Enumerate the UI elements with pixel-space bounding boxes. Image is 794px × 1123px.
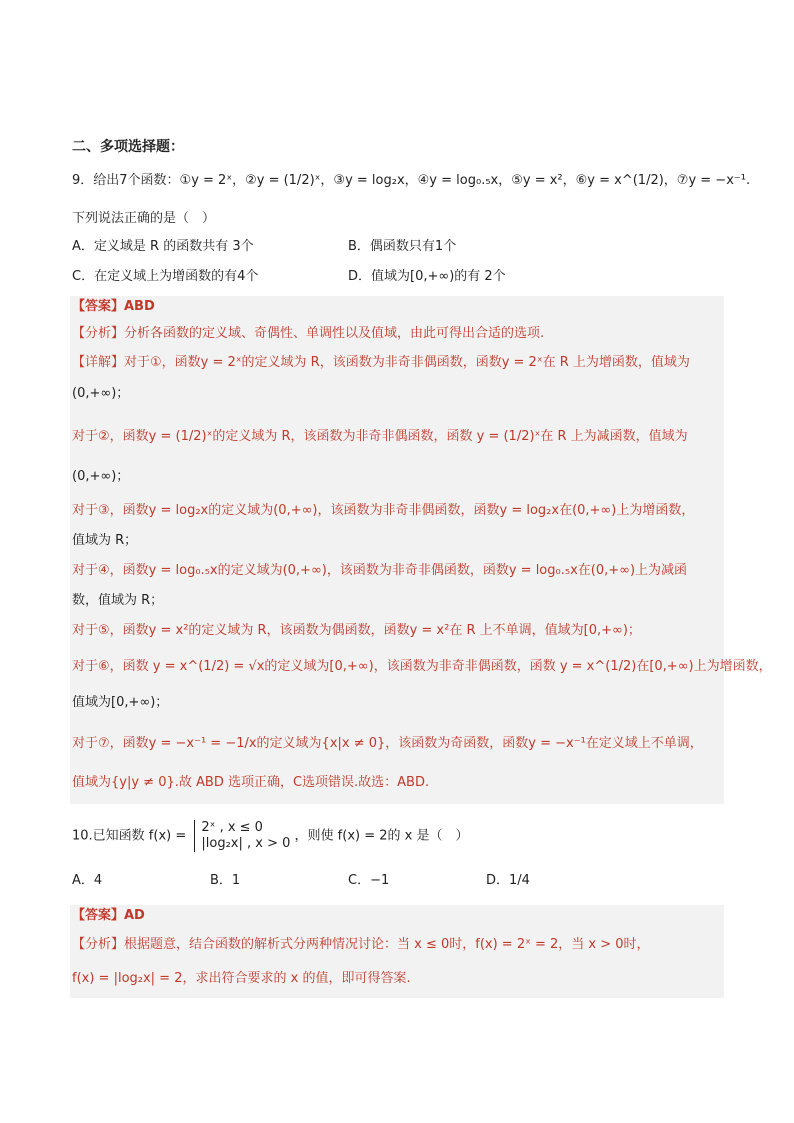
q9-detail-line-9: 对于⑤，函数y = x²的定义域为 R，该函数为偶函数，函数y = x²在 R 上不单调，值域为[0,+∞)； [72, 623, 641, 638]
q9-detail-line-3: 对于②，函数y = (1/2)ˣ的定义域为 R，该函数为非奇非偶函数，函数 y = (1/2)ˣ在 R 上为减函数，值域为 [72, 429, 688, 444]
q10-piece-2: |log₂x| , x > 0 [201, 836, 291, 851]
q9-option-d[interactable]: D．值域为[0,+∞)的有 2个 [348, 269, 506, 284]
q9-stem: 9．给出7个函数：①y = 2ˣ，②y = (1/2)ˣ，③y = log₂x，④y = log₀.₅x，⑤y = x²，⑥y = x^(1/2)，⑦y = −x⁻¹. [72, 173, 751, 188]
q10-piece-1: 2ˣ , x ≤ 0 [201, 820, 263, 835]
q10-option-d[interactable]: D．1/4 [486, 873, 530, 888]
q9-detail-line-2: (0,+∞)； [72, 386, 130, 401]
q9-detail-line-1: 【详解】对于①，函数y = 2ˣ的定义域为 R，该函数为非奇非偶函数，函数y = 2ˣ在 R 上为增函数，值域为 [72, 355, 690, 370]
q10-option-c[interactable]: C．−1 [348, 873, 390, 888]
q9-detail-line-7: 对于④，函数y = log₀.₅x的定义域为(0,+∞)，该函数为非奇非偶函数，函数y = log₀.₅x在(0,+∞)上为减函 [72, 563, 688, 578]
q9-detail-line-4: (0,+∞)； [72, 469, 130, 484]
q10-option-b[interactable]: B．1 [210, 873, 241, 888]
q10-stem [72, 820, 468, 852]
q10-option-a[interactable]: A．4 [72, 873, 103, 888]
q10-piecewise [194, 820, 290, 852]
q9-answer-block [70, 296, 724, 804]
q9-answer: 【答案】ABD [72, 299, 155, 314]
q9-detail-line-10: 对于⑥，函数 y = x^(1/2) = √x的定义域为[0,+∞)，该函数为非奇非偶函数，函数 y = x^(1/2)在[0,+∞)上为增函数， [72, 659, 772, 674]
q9-ask: 下列说法正确的是（ ） [72, 211, 216, 226]
q10-stem-prefix: 10.已知函数 f(x) = [72, 828, 187, 844]
q9-option-b[interactable]: B．偶函数只有1个 [348, 239, 457, 254]
section-title: 二、多项选择题： [72, 139, 184, 155]
q9-option-c[interactable]: C．在定义域上为增函数的有4个 [72, 269, 259, 284]
q10-analysis-line-2: f(x) = |log₂x| = 2，求出符合要求的 x 的值，即可得答案. [72, 971, 411, 986]
q10-answer: 【答案】AD [72, 908, 145, 923]
q9-detail-line-12: 对于⑦，函数y = −x⁻¹ = −1/x的定义域为{x|x ≠ 0}，该函数为奇函数，函数y = −x⁻¹在定义域上不单调， [72, 736, 703, 751]
q9-detail-line-8: 数，值域为 R； [72, 593, 164, 608]
q10-analysis-line-1: 【分析】根据题意，结合函数的解析式分两种情况讨论：当 x ≤ 0时，f(x) = 2ˣ = 2，当 x > 0时， [72, 937, 650, 952]
q9-detail-line-11: 值域为[0,+∞)； [72, 695, 169, 710]
q9-option-a[interactable]: A．定义域是 R 的函数共有 3个 [72, 239, 254, 254]
q9-analysis: 【分析】分析各函数的定义域、奇偶性、单调性以及值域，由此可得出合适的选项. [72, 326, 545, 341]
q9-detail-line-5: 对于③，函数y = log₂x的定义域为(0,+∞)，该函数为非奇非偶函数，函数y = log₂x在(0,+∞)上为增函数， [72, 503, 695, 518]
q10-stem-suffix: ，则使 f(x) = 2的 x 是（ ） [294, 828, 469, 844]
q9-detail-line-13: 值域为{y|y ≠ 0}.故 ABD 选项正确，C选项错误.故选：ABD. [72, 775, 430, 790]
q9-detail-line-6: 值域为 R； [72, 533, 138, 548]
